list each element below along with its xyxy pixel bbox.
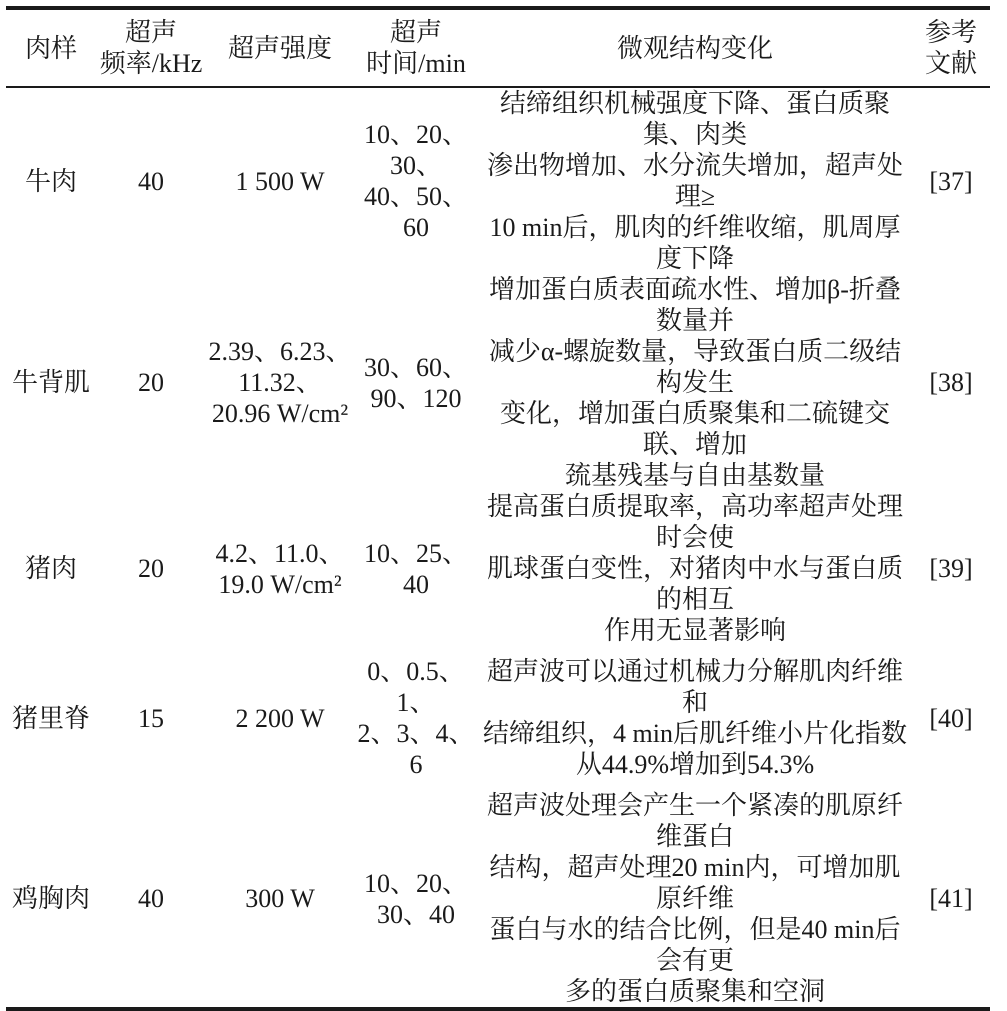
cell-time: 30、60、 90、120 xyxy=(363,352,468,413)
table-row xyxy=(6,87,990,274)
data-table-container xyxy=(6,6,990,1011)
cell-sample: 鸡胸肉 xyxy=(6,790,96,1009)
cell-change: 提高蛋白质提取率，高功率超声处理时会使 肌球蛋白变性，对猪肉中水与蛋白质的相互 作用无显著影响 xyxy=(486,492,903,645)
cell-frequency: 20 xyxy=(138,554,164,583)
cell-time: 10、25、 40 xyxy=(363,538,468,599)
cell-sample: 猪肉 xyxy=(24,554,77,583)
cell-frequency: 20 xyxy=(138,368,164,397)
cell-intensity: 2 200 W xyxy=(235,703,325,733)
table-row xyxy=(6,274,990,491)
cell-reference: [39] xyxy=(929,554,973,583)
cell-time: 0、0.5、1、 2、3、4、6 xyxy=(357,657,475,779)
cell-reference: [41] xyxy=(912,790,990,1009)
table-row xyxy=(6,491,990,646)
table-row xyxy=(6,646,990,790)
header-change: 微观结构变化 xyxy=(478,10,912,87)
cell-intensity: 2.39、6.23、 11.32、 20.96 W/cm² xyxy=(208,337,352,428)
cell-sample: 牛背肌 xyxy=(11,368,90,397)
cell-change: 增加蛋白质表面疏水性、增加β-折叠数量并 减少α-螺旋数量，导致蛋白质二级结构发生 变化，增加蛋白质聚集和二硫键交联、增加 巯基残基与自由基数量 xyxy=(488,275,902,490)
table-body xyxy=(6,87,990,1009)
cell-reference: [38] xyxy=(929,368,973,397)
header-frequency: 超声 频率/kHz xyxy=(96,10,206,87)
cell-intensity: 1 500 W xyxy=(235,166,325,196)
cell-change: 超声波处理会产生一个紧凑的肌原纤维蛋白 结构，超声处理20 min内，可增加肌原纤维 蛋白与水的结合比例，但是40 min后会有更 多的蛋白质聚集和空洞 xyxy=(478,790,912,1009)
header-row xyxy=(6,10,990,87)
header-sample: 肉样 xyxy=(6,10,96,87)
table-row xyxy=(6,790,990,1009)
cell-time: 10、20、 30、40 xyxy=(354,790,478,1009)
ultrasound-meat-table xyxy=(6,10,990,1011)
cell-time: 10、20、30、 40、50、60 xyxy=(363,120,468,242)
cell-frequency: 40 xyxy=(96,790,206,1009)
header-intensity: 超声强度 xyxy=(206,10,354,87)
table-header xyxy=(6,10,990,87)
cell-sample: 牛肉 xyxy=(24,166,77,196)
cell-reference: [40] xyxy=(929,703,973,733)
cell-intensity: 300 W xyxy=(206,790,354,1009)
cell-change: 超声波可以通过机械力分解肌肉纤维和 结缔组织，4 min后肌纤维小片化指数 从44.9%增加到54.3% xyxy=(483,657,907,779)
header-reference: 参考 文献 xyxy=(912,10,990,87)
cell-reference: [37] xyxy=(929,166,973,196)
header-time: 超声 时间/min xyxy=(354,10,478,87)
cell-change: 结缔组织机械强度下降、蛋白质聚集、肉类 渗出物增加、水分流失增加，超声处理≥ 10 min后，肌肉的纤维收缩，肌周厚度下降 xyxy=(486,89,903,273)
cell-frequency: 15 xyxy=(138,703,164,733)
cell-intensity: 4.2、11.0、 19.0 W/cm² xyxy=(215,538,345,599)
cell-sample: 猪里脊 xyxy=(11,703,90,733)
cell-frequency: 40 xyxy=(138,166,164,196)
